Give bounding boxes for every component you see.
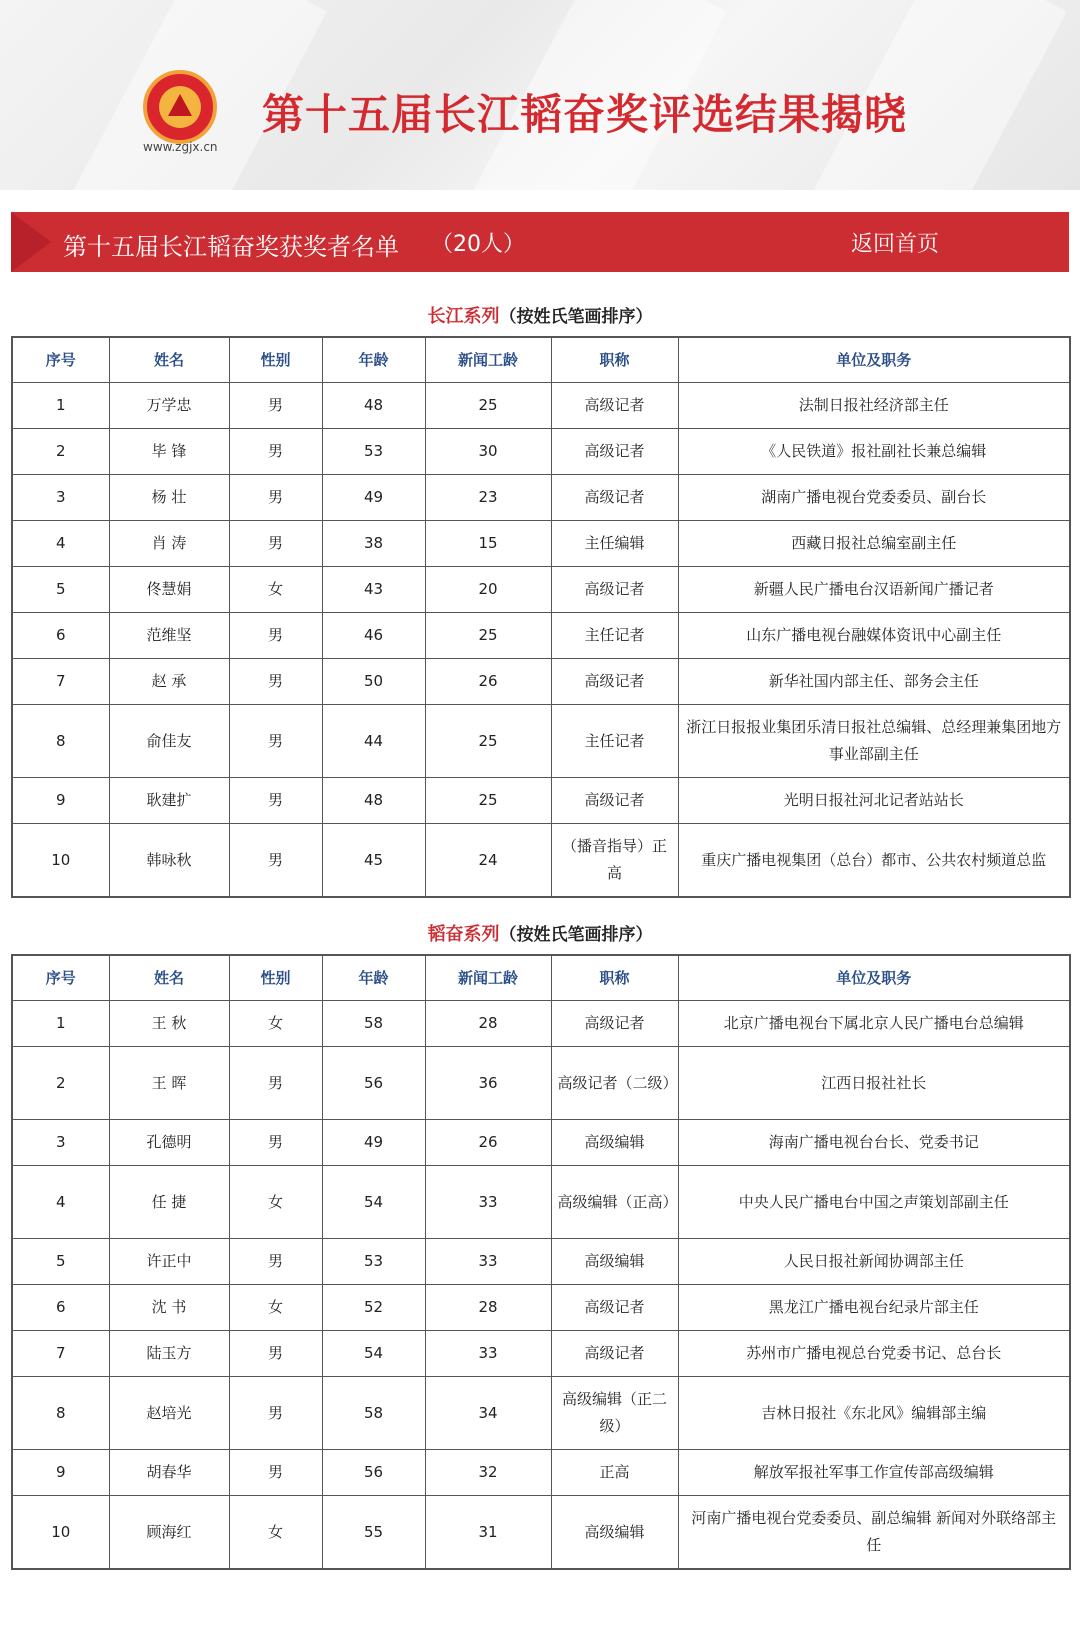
col-age-cell: 44 bbox=[322, 705, 425, 778]
col-years-cell: 25 bbox=[425, 705, 551, 778]
col-name-header: 姓名 bbox=[109, 337, 229, 383]
col-name-cell: 顾海红 bbox=[109, 1496, 229, 1570]
col-title-cell: 高级记者 bbox=[551, 475, 678, 521]
col-gender-cell: 女 bbox=[229, 1001, 322, 1047]
table-row bbox=[12, 1047, 1070, 1120]
table-row bbox=[12, 567, 1070, 613]
col-years-cell: 25 bbox=[425, 778, 551, 824]
col-years-cell: 33 bbox=[425, 1331, 551, 1377]
col-unit-cell: 解放军报社军事工作宣传部高级编辑 bbox=[678, 1450, 1070, 1496]
col-gender-cell: 男 bbox=[229, 705, 322, 778]
col-name-cell: 沈 书 bbox=[109, 1285, 229, 1331]
col-gender-cell: 男 bbox=[229, 613, 322, 659]
col-title-cell: 高级编辑 bbox=[551, 1120, 678, 1166]
col-index-cell: 8 bbox=[12, 1377, 109, 1450]
return-home-link[interactable]: 返回首页 bbox=[851, 232, 940, 257]
col-years-cell: 23 bbox=[425, 475, 551, 521]
table-row bbox=[12, 1166, 1070, 1239]
site-url: www.zgjx.cn bbox=[143, 140, 218, 154]
list-banner bbox=[11, 212, 1069, 272]
col-index-header: 序号 bbox=[12, 337, 109, 383]
table-row bbox=[12, 1331, 1070, 1377]
col-gender-cell: 男 bbox=[229, 1239, 322, 1285]
col-unit-cell: 中央人民广播电台中国之声策划部副主任 bbox=[678, 1166, 1070, 1239]
series-name: 韬奋系列 bbox=[427, 924, 500, 945]
col-unit-cell: 海南广播电视台台长、党委书记 bbox=[678, 1120, 1070, 1166]
col-unit-cell: 法制日报社经济部主任 bbox=[678, 383, 1070, 429]
col-name-cell: 王 晖 bbox=[109, 1047, 229, 1120]
col-index-cell: 3 bbox=[12, 1120, 109, 1166]
col-name-cell: 许正中 bbox=[109, 1239, 229, 1285]
col-unit-cell: 江西日报社社长 bbox=[678, 1047, 1070, 1120]
col-age-cell: 56 bbox=[322, 1047, 425, 1120]
col-index-cell: 5 bbox=[12, 567, 109, 613]
col-age-header: 年龄 bbox=[322, 955, 425, 1001]
col-years-cell: 33 bbox=[425, 1239, 551, 1285]
col-years-cell: 32 bbox=[425, 1450, 551, 1496]
col-title-cell: 高级编辑 bbox=[551, 1496, 678, 1570]
col-age-cell: 58 bbox=[322, 1001, 425, 1047]
col-index-cell: 10 bbox=[12, 1496, 109, 1570]
col-title-cell: 主任编辑 bbox=[551, 521, 678, 567]
col-title-cell: 高级记者（二级） bbox=[551, 1047, 678, 1120]
col-unit-cell: 重庆广播电视集团（总台）都市、公共农村频道总监 bbox=[678, 824, 1070, 898]
col-gender-header: 性别 bbox=[229, 955, 322, 1001]
col-age-cell: 49 bbox=[322, 475, 425, 521]
col-index-cell: 10 bbox=[12, 824, 109, 898]
page-header bbox=[0, 0, 1080, 190]
col-name-cell: 陆玉方 bbox=[109, 1331, 229, 1377]
table-row bbox=[12, 1001, 1070, 1047]
col-name-cell: 肖 涛 bbox=[109, 521, 229, 567]
col-age-cell: 52 bbox=[322, 1285, 425, 1331]
col-index-cell: 4 bbox=[12, 1166, 109, 1239]
col-title-cell: 高级记者 bbox=[551, 1331, 678, 1377]
col-name-cell: 范维坚 bbox=[109, 613, 229, 659]
col-years-cell: 34 bbox=[425, 1377, 551, 1450]
col-index-cell: 1 bbox=[12, 1001, 109, 1047]
col-name-header: 姓名 bbox=[109, 955, 229, 1001]
table-body bbox=[12, 1001, 1070, 1570]
series-name: 长江系列 bbox=[427, 306, 500, 327]
col-unit-cell: 西藏日报社总编室副主任 bbox=[678, 521, 1070, 567]
table-row bbox=[12, 705, 1070, 778]
col-name-cell: 王 秋 bbox=[109, 1001, 229, 1047]
col-gender-cell: 女 bbox=[229, 567, 322, 613]
col-gender-cell: 男 bbox=[229, 824, 322, 898]
col-gender-cell: 男 bbox=[229, 1331, 322, 1377]
col-unit-header: 单位及职务 bbox=[678, 955, 1070, 1001]
col-gender-cell: 男 bbox=[229, 1377, 322, 1450]
col-gender-cell: 男 bbox=[229, 1450, 322, 1496]
col-years-header: 新闻工龄 bbox=[425, 337, 551, 383]
col-years-cell: 28 bbox=[425, 1001, 551, 1047]
table-row bbox=[12, 1450, 1070, 1496]
table-body bbox=[12, 383, 1070, 898]
col-index-cell: 2 bbox=[12, 1047, 109, 1120]
table-row bbox=[12, 1239, 1070, 1285]
col-age-cell: 49 bbox=[322, 1120, 425, 1166]
table-row bbox=[12, 778, 1070, 824]
col-age-cell: 53 bbox=[322, 1239, 425, 1285]
col-unit-cell: 吉林日报社《东北风》编辑部主编 bbox=[678, 1377, 1070, 1450]
col-years-cell: 26 bbox=[425, 1120, 551, 1166]
table-row bbox=[12, 1377, 1070, 1450]
col-gender-cell: 男 bbox=[229, 1120, 322, 1166]
section-title-taofen bbox=[0, 920, 1080, 950]
col-unit-cell: 光明日报社河北记者站站长 bbox=[678, 778, 1070, 824]
col-age-cell: 48 bbox=[322, 778, 425, 824]
col-gender-cell: 男 bbox=[229, 383, 322, 429]
col-unit-cell: 苏州市广播电视总台党委书记、总台长 bbox=[678, 1331, 1070, 1377]
col-title-cell: 正高 bbox=[551, 1450, 678, 1496]
col-age-cell: 38 bbox=[322, 521, 425, 567]
col-index-cell: 4 bbox=[12, 521, 109, 567]
col-index-cell: 1 bbox=[12, 383, 109, 429]
col-gender-cell: 女 bbox=[229, 1166, 322, 1239]
col-gender-cell: 男 bbox=[229, 778, 322, 824]
col-gender-cell: 男 bbox=[229, 429, 322, 475]
col-name-cell: 韩咏秋 bbox=[109, 824, 229, 898]
col-name-cell: 孔德明 bbox=[109, 1120, 229, 1166]
table-header-row bbox=[12, 955, 1070, 1001]
col-name-cell: 毕 锋 bbox=[109, 429, 229, 475]
col-years-cell: 31 bbox=[425, 1496, 551, 1570]
taofen-table bbox=[11, 954, 1071, 1570]
col-gender-cell: 女 bbox=[229, 1285, 322, 1331]
col-years-cell: 20 bbox=[425, 567, 551, 613]
col-title-cell: 高级记者 bbox=[551, 1001, 678, 1047]
col-age-cell: 45 bbox=[322, 824, 425, 898]
col-years-cell: 26 bbox=[425, 659, 551, 705]
table-row bbox=[12, 521, 1070, 567]
col-index-cell: 5 bbox=[12, 1239, 109, 1285]
col-title-cell: 高级编辑 bbox=[551, 1239, 678, 1285]
col-index-cell: 7 bbox=[12, 1331, 109, 1377]
table-row bbox=[12, 613, 1070, 659]
table-row bbox=[12, 1496, 1070, 1570]
col-name-cell: 胡春华 bbox=[109, 1450, 229, 1496]
col-unit-cell: 《人民铁道》报社副社长兼总编辑 bbox=[678, 429, 1070, 475]
col-age-cell: 53 bbox=[322, 429, 425, 475]
col-unit-cell: 山东广播电视台融媒体资讯中心副主任 bbox=[678, 613, 1070, 659]
table-row bbox=[12, 475, 1070, 521]
col-unit-cell: 新华社国内部主任、部务会主任 bbox=[678, 659, 1070, 705]
col-years-cell: 28 bbox=[425, 1285, 551, 1331]
table-row bbox=[12, 1285, 1070, 1331]
zgjx-logo-icon bbox=[143, 70, 217, 144]
col-name-cell: 赵 承 bbox=[109, 659, 229, 705]
col-unit-cell: 浙江日报报业集团乐清日报社总编辑、总经理兼集团地方事业部副主任 bbox=[678, 705, 1070, 778]
page-title: 第十五届长江韬奋奖评选结果揭晓 bbox=[262, 90, 908, 139]
col-years-cell: 15 bbox=[425, 521, 551, 567]
col-age-cell: 55 bbox=[322, 1496, 425, 1570]
col-title-cell: 高级记者 bbox=[551, 429, 678, 475]
col-index-header: 序号 bbox=[12, 955, 109, 1001]
col-age-cell: 56 bbox=[322, 1450, 425, 1496]
col-title-cell: 高级记者 bbox=[551, 567, 678, 613]
col-name-cell: 俞佳友 bbox=[109, 705, 229, 778]
col-unit-cell: 人民日报社新闻协调部主任 bbox=[678, 1239, 1070, 1285]
col-index-cell: 9 bbox=[12, 778, 109, 824]
col-gender-cell: 男 bbox=[229, 1047, 322, 1120]
table-header-row bbox=[12, 337, 1070, 383]
col-index-cell: 8 bbox=[12, 705, 109, 778]
col-title-cell: 高级编辑（正二级） bbox=[551, 1377, 678, 1450]
col-title-cell: 主任记者 bbox=[551, 705, 678, 778]
winner-count: （20人） bbox=[431, 232, 525, 257]
table-row bbox=[12, 824, 1070, 898]
col-name-cell: 赵培光 bbox=[109, 1377, 229, 1450]
col-age-cell: 50 bbox=[322, 659, 425, 705]
col-gender-cell: 男 bbox=[229, 475, 322, 521]
col-index-cell: 2 bbox=[12, 429, 109, 475]
col-unit-cell: 湖南广播电视台党委委员、副台长 bbox=[678, 475, 1070, 521]
col-title-cell: 高级编辑（正高） bbox=[551, 1166, 678, 1239]
col-years-cell: 33 bbox=[425, 1166, 551, 1239]
col-age-cell: 43 bbox=[322, 567, 425, 613]
col-age-header: 年龄 bbox=[322, 337, 425, 383]
col-index-cell: 3 bbox=[12, 475, 109, 521]
table-row bbox=[12, 429, 1070, 475]
col-gender-cell: 男 bbox=[229, 521, 322, 567]
col-title-cell: 高级记者 bbox=[551, 659, 678, 705]
col-index-cell: 6 bbox=[12, 613, 109, 659]
col-index-cell: 6 bbox=[12, 1285, 109, 1331]
col-years-cell: 25 bbox=[425, 383, 551, 429]
col-name-cell: 任 捷 bbox=[109, 1166, 229, 1239]
table-row bbox=[12, 659, 1070, 705]
col-unit-cell: 河南广播电视台党委委员、副总编辑 新闻对外联络部主任 bbox=[678, 1496, 1070, 1570]
col-title-header: 职称 bbox=[551, 337, 678, 383]
col-title-cell: 主任记者 bbox=[551, 613, 678, 659]
col-gender-cell: 男 bbox=[229, 659, 322, 705]
col-age-cell: 46 bbox=[322, 613, 425, 659]
col-gender-cell: 女 bbox=[229, 1496, 322, 1570]
col-title-cell: 高级记者 bbox=[551, 383, 678, 429]
col-title-cell: 高级记者 bbox=[551, 1285, 678, 1331]
table-row bbox=[12, 383, 1070, 429]
col-name-cell: 杨 壮 bbox=[109, 475, 229, 521]
list-title: 第十五届长江韬奋奖获奖者名单 bbox=[63, 233, 399, 261]
col-years-cell: 25 bbox=[425, 613, 551, 659]
col-years-header: 新闻工龄 bbox=[425, 955, 551, 1001]
col-years-cell: 30 bbox=[425, 429, 551, 475]
col-years-cell: 36 bbox=[425, 1047, 551, 1120]
col-age-cell: 54 bbox=[322, 1166, 425, 1239]
table-row bbox=[12, 1120, 1070, 1166]
col-name-cell: 耿建扩 bbox=[109, 778, 229, 824]
banner-arrow-icon bbox=[11, 212, 51, 272]
col-name-cell: 佟慧娟 bbox=[109, 567, 229, 613]
col-age-cell: 54 bbox=[322, 1331, 425, 1377]
section-title-changjiang bbox=[0, 302, 1080, 332]
col-age-cell: 58 bbox=[322, 1377, 425, 1450]
sort-note: （按姓氏笔画排序） bbox=[499, 307, 653, 327]
col-title-header: 职称 bbox=[551, 955, 678, 1001]
col-title-cell: （播音指导）正高 bbox=[551, 824, 678, 898]
col-title-cell: 高级记者 bbox=[551, 778, 678, 824]
col-age-cell: 48 bbox=[322, 383, 425, 429]
col-unit-cell: 北京广播电视台下属北京人民广播电台总编辑 bbox=[678, 1001, 1070, 1047]
col-index-cell: 7 bbox=[12, 659, 109, 705]
sort-note: （按姓氏笔画排序） bbox=[499, 925, 653, 945]
col-unit-cell: 黑龙江广播电视台纪录片部主任 bbox=[678, 1285, 1070, 1331]
col-years-cell: 24 bbox=[425, 824, 551, 898]
col-name-cell: 万学忠 bbox=[109, 383, 229, 429]
col-index-cell: 9 bbox=[12, 1450, 109, 1496]
col-unit-header: 单位及职务 bbox=[678, 337, 1070, 383]
col-gender-header: 性别 bbox=[229, 337, 322, 383]
changjiang-table bbox=[11, 336, 1071, 898]
col-unit-cell: 新疆人民广播电台汉语新闻广播记者 bbox=[678, 567, 1070, 613]
